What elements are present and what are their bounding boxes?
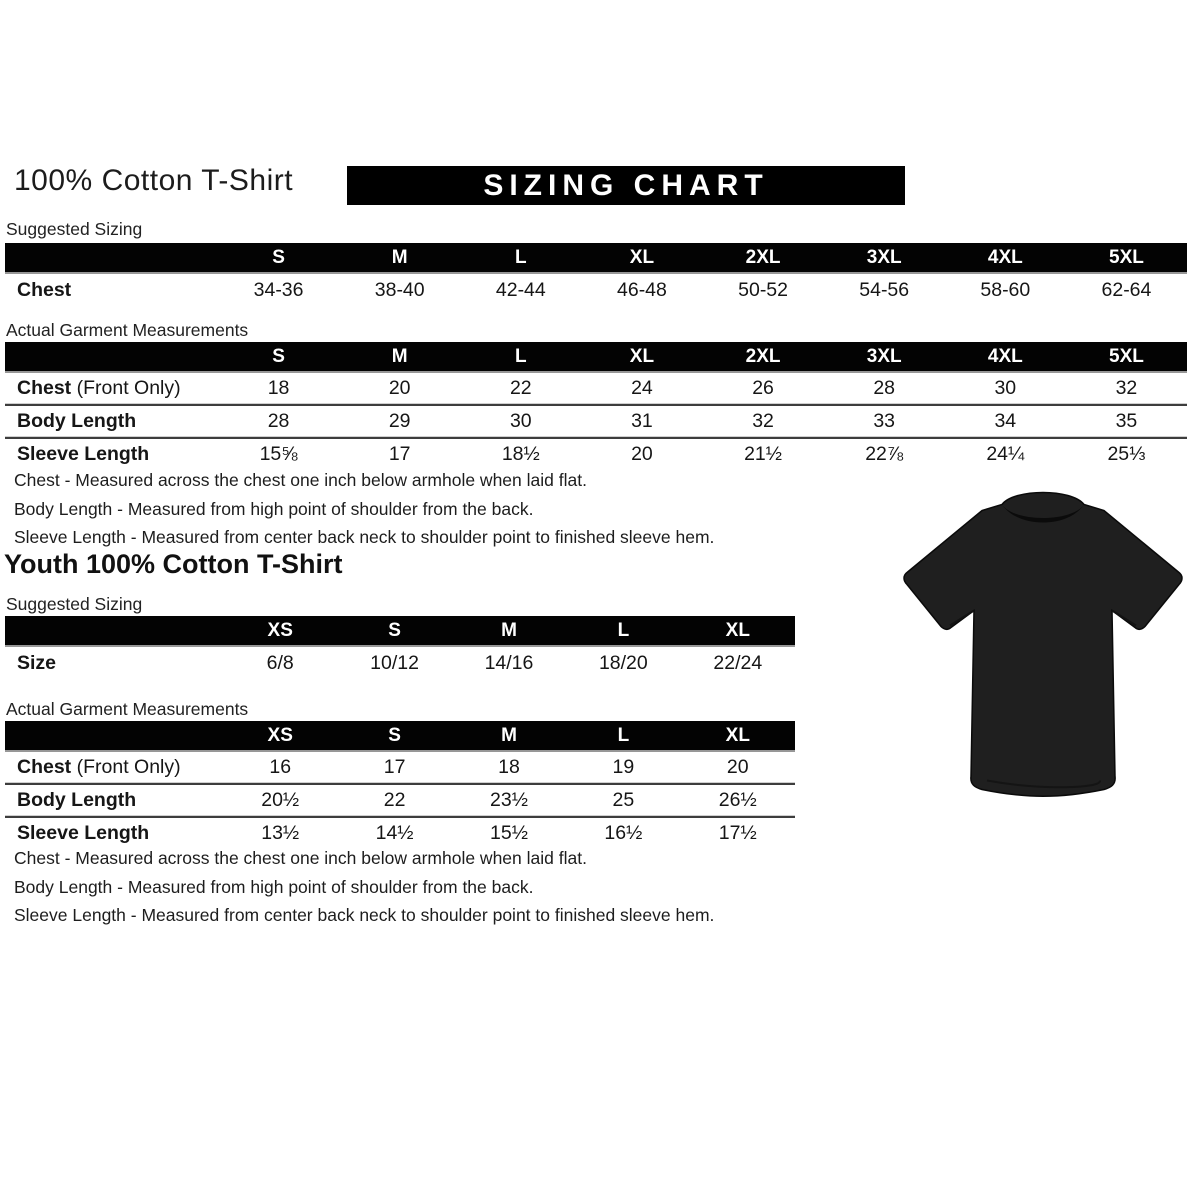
measurement-row: [5, 372, 1187, 405]
sizing-chart-banner: SIZING CHART: [347, 166, 905, 205]
measurement-value: 34: [945, 405, 1066, 438]
size-column-header: 4XL: [945, 243, 1066, 273]
measurement-value: 22: [337, 784, 451, 817]
youth-measurements-table: [5, 721, 795, 849]
measurement-value: 32: [703, 405, 824, 438]
measurement-value: 16: [223, 751, 337, 784]
measurement-value: 20: [631, 443, 653, 465]
measurement-value: 14/16: [484, 652, 534, 674]
note-body-length: Body Length - Measured from high point of shoulder from the back.: [14, 876, 534, 897]
measurement-value: 42-44: [495, 279, 546, 301]
size-column-header: 2XL: [703, 243, 824, 273]
size-column-header: M: [339, 243, 460, 273]
measurement-value: 34-36: [253, 279, 304, 301]
size-header-row: [5, 721, 795, 751]
size-column-header: 5XL: [1066, 342, 1187, 372]
size-column-header: 5XL: [1066, 243, 1187, 273]
measurement-value: 19: [566, 751, 680, 784]
measurement-row: [5, 751, 795, 784]
row-label: Chest: [17, 279, 72, 301]
row-label: Sleeve Length: [17, 443, 150, 465]
size-column-header: L: [460, 243, 581, 273]
measurement-value: 6/8: [266, 652, 294, 674]
tshirt-body-shape: [904, 493, 1182, 797]
black-tshirt-photo: [892, 478, 1194, 808]
measurement-value: 13½: [261, 822, 300, 844]
measurement-value: 22⅞: [865, 443, 904, 465]
size-column-header: S: [218, 243, 339, 273]
measurement-row: [5, 646, 795, 680]
measurement-row: [5, 784, 795, 817]
measurement-value: 32: [1066, 372, 1187, 405]
adult-measurements-label: Actual Garment Measurements: [6, 320, 249, 340]
measurement-value: 31: [581, 405, 702, 438]
measurement-value: 21½: [744, 443, 783, 465]
measurement-value: 18: [218, 372, 339, 405]
size-column-header: XS: [223, 616, 337, 646]
measurement-value: 58-60: [980, 279, 1031, 301]
measurement-value: 46-48: [617, 279, 667, 301]
measurement-value: 14½: [375, 822, 414, 844]
adult-measurements-table: [5, 342, 1187, 470]
measurement-value: 15⅝: [259, 443, 298, 465]
measurement-value: 20½: [223, 784, 337, 817]
measurement-value: 28: [824, 372, 945, 405]
row-label: Body Length: [5, 784, 223, 817]
row-label: Body Length: [5, 405, 218, 438]
size-column-header: XL: [681, 616, 795, 646]
measurement-value: 22: [460, 372, 581, 405]
size-column-header: 3XL: [824, 243, 945, 273]
size-column-header: 2XL: [703, 342, 824, 372]
header-spacer-cell: [5, 243, 218, 273]
measurement-value: 16½: [604, 822, 643, 844]
size-column-header: M: [452, 616, 566, 646]
size-header-row: [5, 616, 795, 646]
measurement-value: 18/20: [598, 652, 648, 674]
measurement-value: 25⅓: [1107, 443, 1146, 465]
measurement-row: [5, 405, 1187, 438]
measurement-value: 10/12: [370, 652, 419, 674]
measurement-value: 17: [337, 751, 451, 784]
size-column-header: S: [218, 342, 339, 372]
measurement-value: 30: [945, 372, 1066, 405]
measurement-value: 20: [681, 751, 795, 784]
measurement-value: 22/24: [713, 652, 763, 674]
note-body-length: Body Length - Measured from high point of shoulder from the back.: [14, 498, 534, 519]
row-label: Sleeve Length: [17, 822, 150, 844]
measurement-value: 62-64: [1101, 279, 1152, 301]
youth-measurement-notes: [14, 844, 714, 930]
measurement-value: 50-52: [738, 279, 788, 301]
row-label: Size: [17, 652, 57, 674]
adult-suggested-sizing-table: [5, 243, 1187, 307]
note-chest: Chest - Measured across the chest one inch below armhole when laid flat.: [14, 470, 587, 490]
measurement-value: 35: [1066, 405, 1187, 438]
measurement-value: 29: [339, 405, 460, 438]
header-spacer-cell: [5, 342, 218, 372]
note-sleeve-length: Sleeve Length - Measured from center back neck to shoulder point to finished sleeve hem.: [14, 527, 715, 547]
measurement-value: 17½: [718, 822, 757, 844]
row-label: Chest (Front Only): [5, 372, 218, 405]
size-column-header: XL: [681, 721, 795, 751]
note-sleeve-length: Sleeve Length - Measured from center back neck to shoulder point to finished sleeve hem.: [14, 905, 715, 925]
size-column-header: S: [337, 616, 451, 646]
measurement-value: 15½: [490, 822, 528, 844]
header-spacer-cell: [5, 616, 223, 646]
size-header-row: [5, 243, 1187, 273]
measurement-row: [5, 273, 1187, 307]
measurement-value: 17: [388, 443, 411, 465]
size-column-header: 3XL: [824, 342, 945, 372]
size-column-header: XL: [581, 342, 702, 372]
measurement-value: 28: [218, 405, 339, 438]
size-column-header: M: [339, 342, 460, 372]
measurement-value: 20: [339, 372, 460, 405]
size-column-header: M: [452, 721, 566, 751]
size-column-header: L: [566, 616, 680, 646]
measurement-value: 38-40: [374, 279, 425, 301]
measurement-value: 18: [452, 751, 566, 784]
youth-suggested-sizing-label: Suggested Sizing: [6, 594, 143, 614]
page-title: 100% Cotton T-Shirt: [14, 164, 294, 197]
youth-suggested-sizing-table: [5, 616, 795, 680]
row-label: Chest (Front Only): [5, 751, 223, 784]
header-spacer-cell: [5, 721, 223, 751]
size-column-header: XS: [223, 721, 337, 751]
size-column-header: S: [337, 721, 451, 751]
size-column-header: L: [460, 342, 581, 372]
adult-suggested-sizing-label: Suggested Sizing: [6, 219, 143, 239]
youth-measurements-label: Actual Garment Measurements: [6, 699, 249, 719]
youth-section-title: Youth 100% Cotton T-Shirt: [4, 549, 343, 579]
size-column-header: XL: [581, 243, 702, 273]
measurement-value: 54-56: [859, 279, 910, 301]
measurement-value: 24: [581, 372, 702, 405]
measurement-value: 18½: [501, 443, 540, 465]
adult-measurement-notes: [14, 466, 714, 552]
measurement-value: 23½: [452, 784, 566, 817]
measurement-value: 33: [824, 405, 945, 438]
size-header-row: [5, 342, 1187, 372]
note-chest: Chest - Measured across the chest one inch below armhole when laid flat.: [14, 848, 587, 868]
size-column-header: L: [566, 721, 680, 751]
measurement-value: 30: [460, 405, 581, 438]
measurement-value: 26½: [681, 784, 795, 817]
measurement-value: 24¼: [986, 443, 1025, 465]
measurement-value: 26: [703, 372, 824, 405]
measurement-value: 25: [566, 784, 680, 817]
size-column-header: 4XL: [945, 342, 1066, 372]
